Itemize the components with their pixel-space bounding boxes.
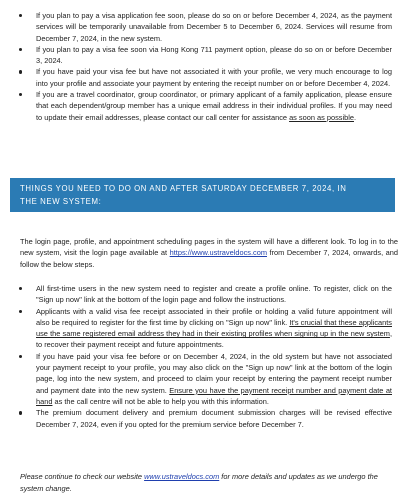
list-item: If you have paid your visa fee before or on December 4, 2024, in the old system but have not associated your payment receipt to your profile, you may also click on the "Sign up now" link at the bottom of the login page, log into the new system, and proceed to claim your receipt by entering the payment receipt number and payment date into the new system. Ensure you have the payment receipt number and payment date at hand as the call centre will not be able to help you with this information.	[10, 351, 400, 407]
bullet-icon	[19, 411, 22, 414]
list-item: Applicants with a valid visa fee receipt associated in their profile or holding a valid future appointment will also be required to register for the first time by clicking on "Sign up now" link. It's crucial that these applicants use the same registered email address they had in their existing profiles when signing up in the new system, to recover their payment receipt and future appointments.	[10, 306, 400, 351]
login-page-link[interactable]: https://www.ustraveldocs.com	[169, 248, 267, 258]
banner-title-line-2: THE NEW SYSTEM:	[20, 197, 102, 206]
website-link[interactable]: www.ustraveldocs.com	[144, 472, 220, 481]
list-item: The premium document delivery and premium document submission charges will be revised effective December 7, 2024, even if you opted for the premium service before December 7.	[10, 407, 400, 430]
section-banner	[10, 178, 395, 212]
list-item: All first-time users in the new system need to register and create a profile online. To register, click on the "Sign up now" link at the bottom of the login page and follow the instructions.	[10, 283, 400, 306]
banner-title-line-1: THINGS YOU NEED TO DO ON AND AFTER SATURDAY DECEMBER 7, 2024, IN	[20, 184, 347, 193]
bullet-icon	[19, 70, 22, 73]
underlined-note: Ensure you have the payment receipt number and payment date at hand	[36, 385, 392, 406]
bullet-icon	[19, 48, 22, 51]
bullet-icon	[19, 14, 22, 17]
list-item: If you are a travel coordinator, group coordinator, or primary applicant of a family application, please ensure that each dependent/group member has a unique email address in their individual profiles. If you may need to update their email addresses, please contact our call center for assistance as soon as possible.	[10, 89, 400, 123]
list-item: If you have paid your visa fee but have not associated it with your profile, we very much encourage to log into your profile and associate your payment by entering the receipt number on or before December 4, 2024.	[10, 66, 400, 89]
bullet-icon	[19, 310, 22, 313]
list-item: If you plan to pay a visa application fee soon, please do so on or before December 4, 2024, as the payment services will be temporarily unavailable from December 5 to December 6, 2024. Services will resume from December 7, 2024, in the new system.	[10, 10, 400, 44]
list-item: If you plan to pay a visa fee soon via Hong Kong 711 payment option, please do so on or before December 3, 2024.	[10, 44, 400, 67]
underlined-note: It's crucial that these applicants use the same registered email address they had in their existing profiles when signing up in the new system	[36, 317, 392, 339]
asap-link[interactable]: as soon as possible	[289, 112, 354, 122]
top-bullet-list	[10, 10, 400, 123]
footer-note: Please continue to check our website www.ustraveldocs.com for more details and updates as we undergo the system change.	[20, 472, 378, 493]
bullet-icon	[19, 93, 22, 96]
bullet-icon	[19, 287, 22, 290]
bottom-bullet-list	[10, 283, 400, 430]
intro-paragraph: The login page, profile, and appointment scheduling pages in the system will have a different look. To log in to the new system, visit the login page available at https://www.ustraveldocs.com from December 7, 2024, onwards, and follow the below steps.	[20, 237, 398, 269]
bullet-icon	[19, 355, 22, 358]
